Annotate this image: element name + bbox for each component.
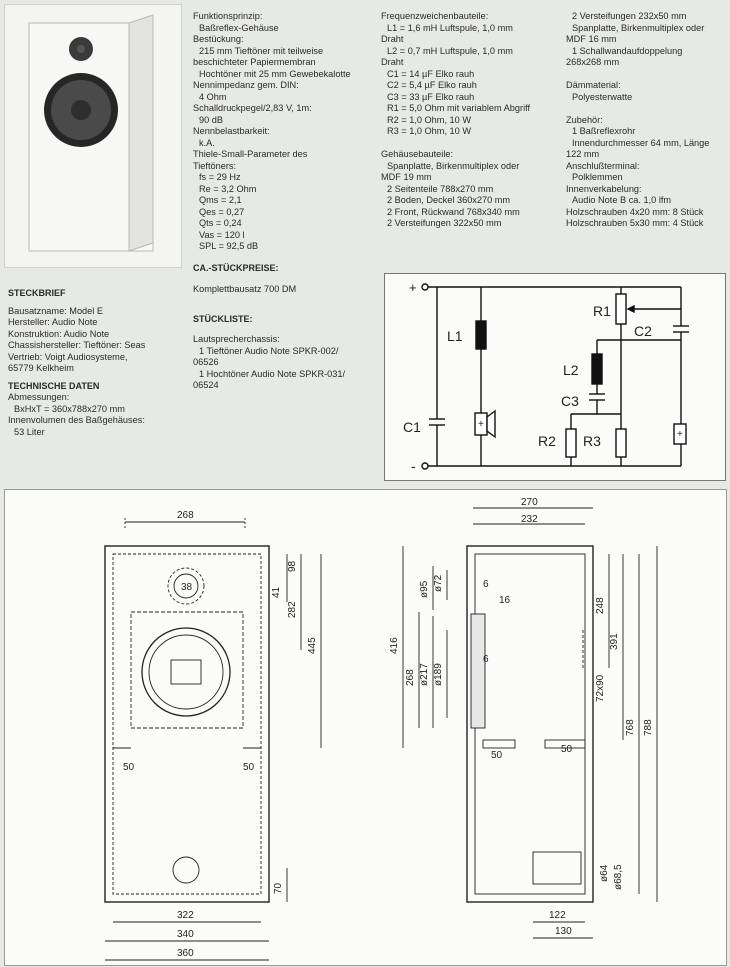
front-view	[105, 510, 321, 960]
parts-line: Draht	[381, 34, 404, 44]
parts-line: C1 = 14 µF Elko rauh	[387, 68, 475, 79]
dim-front-340: 340	[177, 929, 194, 940]
technische-line: BxHxT = 360x788x270 mm	[14, 403, 125, 414]
dim-side-64: ø64	[599, 864, 610, 882]
dim-side-788: 788	[643, 719, 654, 736]
spec-line: 215 mm Tieftöner mit teilweise	[199, 45, 324, 56]
dim-side-268: 268	[405, 669, 416, 686]
acc-line: Innendurchmesser 64 mm, Länge	[572, 137, 710, 148]
parts-line: L2 = 0,7 mH Luftspule, 1,0 mm	[387, 45, 513, 56]
parts-line: R2 = 1,0 Ohm, 10 W	[387, 114, 471, 125]
dim-front-445: 445	[307, 637, 318, 654]
stueckliste-line: 06524	[193, 380, 219, 390]
acc-line: Polyesterwatte	[572, 91, 633, 102]
spec-line: Qes = 0,27	[199, 206, 245, 217]
acc-line: 1 Baßreflexrohr	[572, 126, 636, 136]
dim-front-322: 322	[177, 910, 194, 921]
preise-title: CA.-STÜCKPREISE:	[193, 262, 279, 273]
acc-line: Holzschrauben 5x30 mm: 4 Stück	[566, 218, 704, 228]
parts-line: Draht	[381, 57, 404, 67]
acc-line: 122 mm	[566, 149, 600, 159]
parts-line: 2 Versteifungen 322x50 mm	[387, 218, 502, 228]
spec-line: SPL = 92,5 dB	[199, 241, 259, 251]
svg-text:+: +	[478, 419, 484, 430]
technische-line: Abmessungen:	[8, 392, 70, 402]
parts-line: R3 = 1,0 Ohm, 10 W	[387, 126, 471, 136]
dim-front-282: 282	[287, 601, 298, 618]
r1-label: R1	[593, 303, 611, 319]
spec-line: Nennimpedanz gem. DIN:	[193, 80, 299, 90]
dim-side-232: 232	[521, 514, 538, 525]
spec-line: 90 dB	[199, 114, 224, 125]
dim-side-16: 16	[499, 595, 511, 606]
dim-side-6b: 6	[483, 654, 489, 665]
stueckliste-line: Lautsprecherchassis:	[193, 334, 280, 344]
speaker-photo	[4, 4, 182, 268]
dim-front-50-right: 50	[243, 762, 255, 773]
dim-side-217: ø217	[419, 663, 430, 686]
c2-label: C2	[634, 323, 652, 339]
acc-line: Anschlußterminal:	[566, 160, 640, 171]
parts-line: L1 = 1,6 mH Luftspule, 1,0 mm	[387, 22, 513, 33]
acc-line: Dämmaterial:	[566, 80, 621, 90]
spec-line: Hochtöner mit 25 mm Gewebekalotte	[199, 68, 351, 79]
technische-line: Innenvolumen des Baßgehäuses:	[8, 415, 145, 425]
acc-spacer	[566, 103, 709, 115]
parts-line: C3 = 33 µF Elko rauh	[387, 91, 475, 102]
dim-side-248: 248	[595, 597, 606, 614]
l2-coil	[592, 354, 602, 384]
spec-line: 4 Ohm	[199, 91, 227, 102]
spec-line: Qts = 0,24	[199, 218, 242, 228]
side-view	[389, 497, 657, 938]
acc-spacer	[566, 69, 709, 81]
parts-line: R1 = 5,0 Ohm mit variablem Abgriff	[387, 103, 531, 113]
spec-line: Baßreflex-Gehäuse	[199, 22, 279, 33]
cabinet-drawing	[4, 489, 727, 966]
dim-side-50-right: 50	[561, 744, 573, 755]
c3-label: C3	[561, 393, 579, 409]
dim-side-391: 391	[609, 633, 620, 650]
spec-line: Tieftöners:	[193, 160, 237, 171]
acc-line: Holzschrauben 4x20 mm: 8 Stück	[566, 206, 704, 217]
dim-side-416: 416	[389, 637, 400, 654]
acc-line: Zubehör:	[566, 114, 603, 125]
acc-line: 1 Schallwandaufdoppelung	[572, 45, 683, 56]
dim-front-41: 41	[271, 586, 282, 598]
dim-side-72x90: 72x90	[595, 674, 606, 702]
acc-line: MDF 16 mm	[566, 34, 617, 44]
col-accessories	[566, 11, 709, 230]
parts-line: MDF 19 mm	[381, 172, 432, 182]
dim-front-38: 38	[181, 582, 193, 593]
plus-terminal-label: +	[409, 280, 417, 295]
col-steckbrief	[8, 288, 145, 438]
steckbrief-line: 65779 Kelkheim	[8, 363, 74, 373]
spec-line: beschichteter Papiermembran	[193, 57, 316, 67]
dim-side-130: 130	[555, 926, 572, 937]
col-parts	[381, 11, 530, 230]
dim-front-70: 70	[273, 882, 284, 894]
l2-label: L2	[563, 362, 579, 378]
spec-line: k.A.	[199, 137, 215, 148]
speaker-illustration	[5, 5, 181, 267]
parts-line: C2 = 5,4 µF Elko rauh	[387, 80, 477, 90]
spec-line: Schalldruckpegel/2,83 V, 1m:	[193, 103, 312, 113]
steckbrief-line: Chassishersteller: Tieftöner: Seas	[8, 340, 146, 350]
stueckliste-title: STÜCKLISTE:	[193, 313, 253, 324]
spec-line: Funktionsprinzip:	[193, 11, 263, 21]
parts-line: 2 Seitenteile 788x270 mm	[387, 183, 494, 194]
r3-label: R3	[583, 433, 601, 449]
r1-resistor	[616, 294, 626, 324]
dim-side-189: ø189	[433, 663, 444, 686]
spec-line: Thiele-Small-Parameter des	[193, 149, 308, 159]
preise-line: Komplettbausatz 700 DM	[193, 284, 297, 294]
acc-line: 268x268 mm	[566, 57, 620, 67]
spec-line: fs = 29 Hz	[199, 172, 241, 182]
spec-line: Bestückung:	[193, 34, 244, 44]
dim-side-685: ø68,5	[613, 864, 624, 890]
dim-front-50-left: 50	[123, 762, 135, 773]
acc-line: Spanplatte, Birkenmultiplex oder	[572, 22, 705, 33]
parts-spacer	[381, 138, 530, 150]
dim-side-6a: 6	[483, 579, 489, 590]
dim-front-98: 98	[287, 560, 298, 572]
parts-line: 2 Front, Rückwand 768x340 mm	[387, 206, 520, 217]
dim-side-95: ø95	[419, 580, 430, 598]
acc-line: 2 Versteifungen 232x50 mm	[572, 11, 687, 21]
dim-side-72: ø72	[433, 574, 444, 592]
spec-line: Re = 3,2 Ohm	[199, 183, 257, 194]
parts-line: Gehäusebauteile:	[381, 149, 454, 159]
acc-line: Polklemmen	[572, 172, 623, 182]
crossover-schematic	[384, 273, 726, 481]
c1-label: C1	[403, 419, 421, 435]
stueckliste-line: 1 Tieftöner Audio Note SPKR-002/	[199, 345, 339, 356]
steckbrief-title: STECKBRIEF	[8, 288, 66, 298]
acc-line: Innenverkabelung:	[566, 183, 642, 194]
svg-text:+: +	[677, 429, 683, 440]
steckbrief-line: Konstruktion: Audio Note	[8, 328, 110, 339]
parts-line: 2 Boden, Deckel 360x270 mm	[387, 195, 511, 205]
stueckliste-line: 06526	[193, 357, 219, 367]
minus-terminal-label: -	[411, 458, 416, 474]
dim-side-768: 768	[625, 719, 636, 736]
l1-label: L1	[447, 328, 463, 344]
r2-resistor	[566, 429, 576, 457]
technische-line: 53 Liter	[14, 426, 45, 437]
parts-line: Spanplatte, Birkenmultiplex oder	[387, 160, 520, 171]
l1-coil	[476, 321, 486, 349]
dim-side-122: 122	[549, 910, 566, 921]
spec-line: Vas = 120 l	[199, 229, 245, 240]
acc-line: Audio Note B ca. 1,0 lfm	[572, 195, 672, 205]
steckbrief-line: Hersteller: Audio Note	[8, 317, 98, 327]
dim-front-268: 268	[177, 510, 194, 521]
steckbrief-line: Bausatzname: Model E	[8, 305, 103, 316]
dim-front-360: 360	[177, 948, 194, 959]
spec-line: Qms = 2,1	[199, 195, 242, 205]
technische-title: TECHNISCHE DATEN	[8, 380, 100, 391]
parts-line: Frequenzweichenbauteile:	[381, 11, 489, 21]
steckbrief-line: Vertrieb: Voigt Audiosysteme,	[8, 351, 128, 362]
col-specs	[193, 11, 351, 392]
r2-label: R2	[538, 433, 556, 449]
dim-side-50-left: 50	[491, 750, 503, 761]
spec-line: Nennbelastbarkeit:	[193, 126, 270, 136]
dim-side-270: 270	[521, 497, 538, 508]
stueckliste-line: 1 Hochtöner Audio Note SPKR-031/	[199, 368, 346, 379]
